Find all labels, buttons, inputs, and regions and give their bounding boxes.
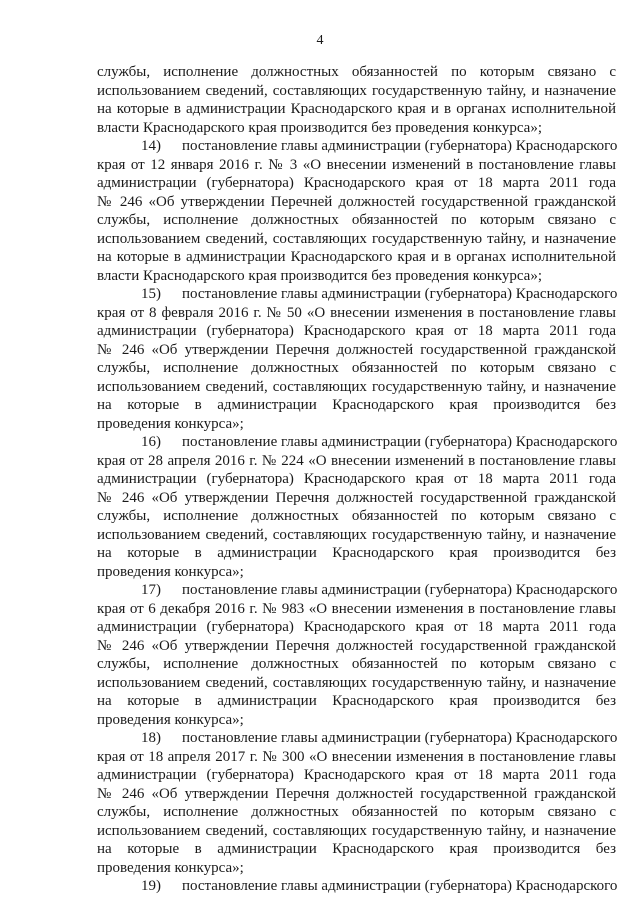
item-number: 18) [141, 730, 161, 746]
item-number: 16) [141, 434, 161, 450]
paragraph [97, 433, 616, 581]
text-line: администрации (губернатора) Краснодарского края от 18 марта 2011 года [97, 767, 616, 783]
text-line: проведения конкурса»; [97, 711, 244, 728]
text-line: проведения конкурса»; [97, 415, 244, 432]
text-line: службы, исполнение должностных обязанностей по которым связано с [97, 212, 616, 228]
paragraph [97, 63, 616, 137]
paragraph [97, 729, 616, 877]
line-text: постановление главы администрации (губернатора) Краснодарского [182, 434, 618, 450]
text-line: на которые в администрации Краснодарского края производится без [97, 841, 616, 857]
text-line: службы, исполнение должностных обязанностей по которым связано с [97, 804, 616, 820]
text-line: власти Краснодарского края производится без проведения конкурса»; [97, 267, 542, 284]
text-line: администрации (губернатора) Краснодарского края от 18 марта 2011 года [97, 471, 616, 487]
paragraph [97, 581, 616, 729]
text-line: использованием сведений, составляющих государственную тайну, и назначение [97, 230, 616, 247]
text-line [97, 581, 616, 600]
text-line: администрации (губернатора) Краснодарского края от 18 марта 2011 года [97, 323, 616, 339]
text-line: края от 6 декабря 2016 г. № 983 «О внесении изменения в постановление главы [97, 600, 616, 617]
text-line: № 246 «Об утверждении Перечня должностей государственной гражданской [97, 785, 616, 802]
text-line: № 246 «Об утверждении Перечня должностей государственной гражданской [97, 489, 616, 506]
line-text: постановление главы администрации (губернатора) Краснодарского [182, 878, 618, 894]
line-text: постановление главы администрации (губернатора) Краснодарского [182, 582, 618, 598]
text-line [97, 729, 616, 748]
text-line [97, 433, 616, 452]
text-line: на которые в администрации Краснодарского края производится без [97, 545, 616, 561]
text-line: использованием сведений, составляющих государственную тайну, и назначение [97, 526, 616, 543]
text-line: службы, исполнение должностных обязанностей по которым связано с [97, 64, 616, 80]
document-body [97, 63, 616, 896]
text-line: проведения конкурса»; [97, 859, 244, 876]
paragraph [97, 137, 616, 285]
text-line: на которые в администрации Краснодарского края и в органах исполнительной [97, 101, 616, 117]
text-line [97, 137, 616, 156]
item-number: 14) [141, 138, 161, 154]
text-line: края от 18 апреля 2017 г. № 300 «О внесении изменения в постановление главы [97, 748, 616, 765]
item-number: 15) [141, 286, 161, 302]
text-line: на которые в администрации Краснодарского края и в органах исполнительной [97, 249, 616, 265]
page-number: 4 [316, 33, 324, 48]
text-line: использованием сведений, составляющих государственную тайну, и назначение [97, 82, 616, 99]
text-line: службы, исполнение должностных обязанностей по которым связано с [97, 508, 616, 524]
text-line: № 246 «Об утверждении Перечня должностей государственной гражданской [97, 341, 616, 358]
text-line: администрации (губернатора) Краснодарского края от 18 марта 2011 года [97, 175, 616, 191]
text-line: администрации (губернатора) Краснодарского края от 18 марта 2011 года [97, 619, 616, 635]
line-text: постановление главы администрации (губернатора) Краснодарского [182, 286, 618, 302]
paragraph [97, 285, 616, 433]
item-number: 19) [141, 878, 161, 894]
text-line: № 246 «Об утверждении Перечня должностей государственной гражданской [97, 637, 616, 654]
text-line: края от 8 февраля 2016 г. № 50 «О внесении изменения в постановление главы [97, 304, 616, 321]
item-number: 17) [141, 582, 161, 598]
text-line: на которые в администрации Краснодарского края производится без [97, 397, 616, 413]
text-line: использованием сведений, составляющих государственную тайну, и назначение [97, 674, 616, 691]
text-line: проведения конкурса»; [97, 563, 244, 580]
text-line: власти Краснодарского края производится без проведения конкурса»; [97, 119, 542, 136]
paragraph [97, 877, 616, 896]
line-text: постановление главы администрации (губернатора) Краснодарского [182, 730, 618, 746]
text-line: края от 28 апреля 2016 г. № 224 «О внесении изменений в постановление главы [97, 452, 616, 469]
text-line [97, 877, 616, 896]
text-line: службы, исполнение должностных обязанностей по которым связано с [97, 360, 616, 376]
text-line: № 246 «Об утверждении Перечней должностей государственной гражданской [97, 193, 616, 210]
text-line: использованием сведений, составляющих государственную тайну, и назначение [97, 378, 616, 395]
text-line: службы, исполнение должностных обязанностей по которым связано с [97, 656, 616, 672]
text-line: на которые в администрации Краснодарского края производится без [97, 693, 616, 709]
text-line: использованием сведений, составляющих государственную тайну, и назначение [97, 822, 616, 839]
line-text: постановление главы администрации (губернатора) Краснодарского [182, 138, 618, 154]
text-line: края от 12 января 2016 г. № 3 «О внесении изменений в постановление главы [97, 156, 616, 173]
text-line [97, 285, 616, 304]
